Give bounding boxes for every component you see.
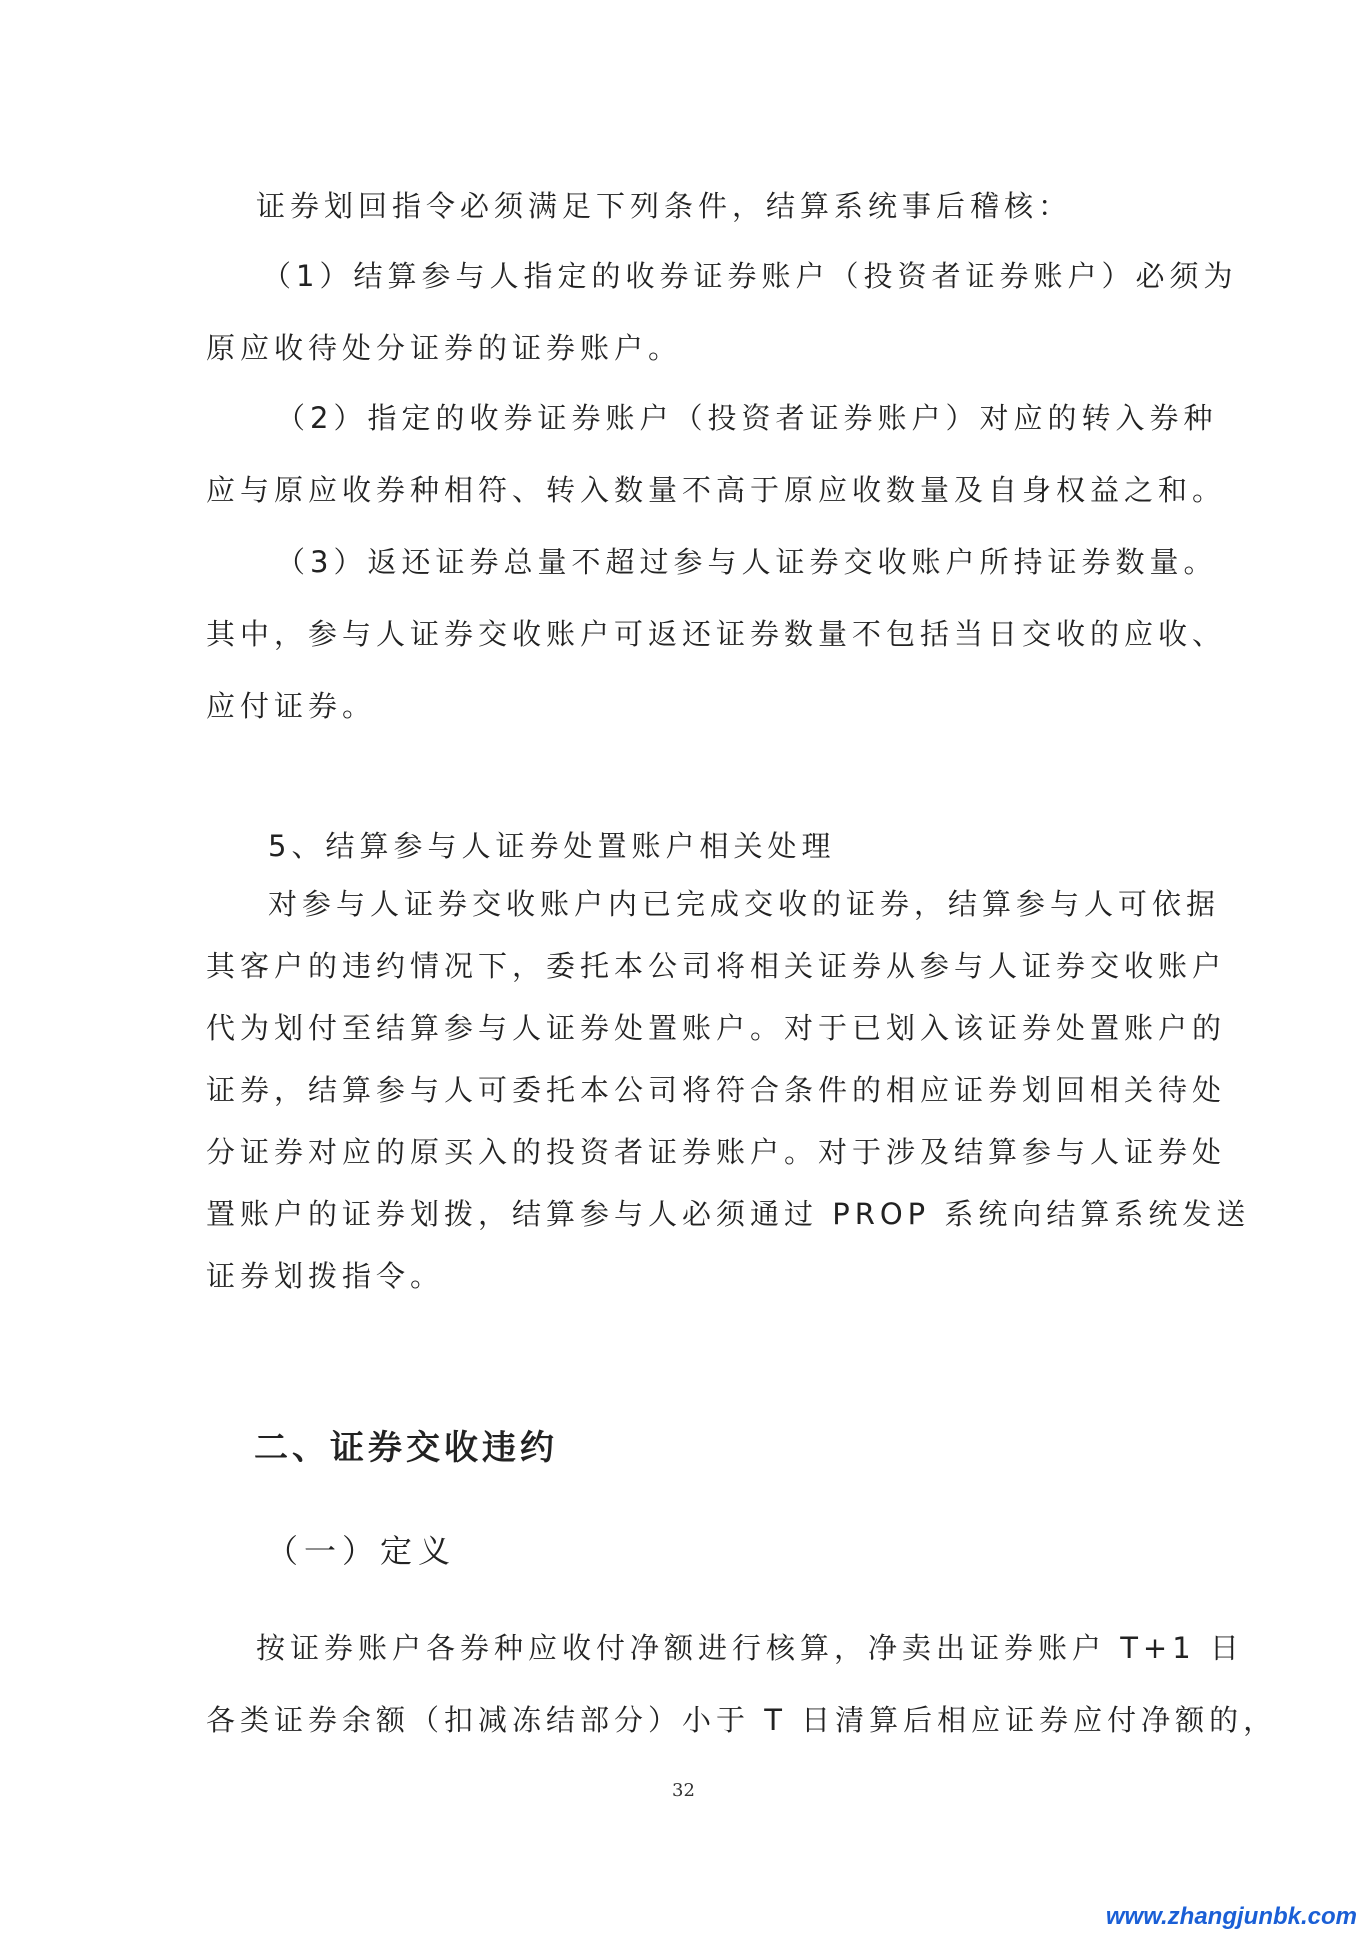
subsection-title: 5、结算参与人证券处置账户相关处理 — [268, 829, 836, 863]
paragraph-line: 应付证券。 — [206, 689, 377, 723]
paragraph-line: 按证券账户各券种应收付净额进行核算，净卖出证券账户 T+1 日 — [256, 1631, 1244, 1665]
paragraph-line: 应与原应收券种相符、转入数量不高于原应收数量及自身权益之和。 — [206, 473, 1227, 507]
paragraph-line: 原应收待处分证券的证券账户。 — [206, 331, 683, 365]
paragraph-line: 证券，结算参与人可委托本公司将符合条件的相应证券划回相关待处 — [206, 1073, 1227, 1107]
paragraph-line: 其中，参与人证券交收账户可返还证券数量不包括当日交收的应收、 — [206, 617, 1227, 651]
paragraph-line: 各类证券余额（扣减冻结部分）小于 T 日清算后相应证券应付净额的， — [206, 1703, 1278, 1737]
paragraph-line: 其客户的违约情况下，委托本公司将相关证券从参与人证券交收账户 — [206, 949, 1227, 983]
paragraph-line: 分证券对应的原买入的投资者证券账户。对于涉及结算参与人证券处 — [206, 1135, 1227, 1169]
subsection-heading: （一）定义 — [266, 1532, 457, 1570]
paragraph-line: 置账户的证券划拨，结算参与人必须通过 PROP 系统向结算系统发送 — [206, 1197, 1251, 1231]
paragraph-line: 证券划回指令必须满足下列条件，结算系统事后稽核： — [256, 189, 1073, 223]
paragraph-line: 对参与人证券交收账户内已完成交收的证券，结算参与人可依据 — [268, 887, 1221, 921]
watermark-text: www.zhangjunbk.com — [1105, 1903, 1357, 1930]
paragraph-line: （1）结算参与人指定的收券证券账户（投资者证券账户）必须为 — [262, 259, 1238, 293]
paragraph-line: （3）返还证券总量不超过参与人证券交收账户所持证券数量。 — [276, 545, 1218, 579]
paragraph-line: 证券划拨指令。 — [206, 1259, 445, 1293]
paragraph-line: 代为划付至结算参与人证券处置账户。对于已划入该证券处置账户的 — [206, 1011, 1227, 1045]
paragraph-line: （2）指定的收券证券账户（投资者证券账户）对应的转入券种 — [276, 401, 1218, 435]
page-number: 32 — [672, 1780, 695, 1801]
section-heading: 二、证券交收违约 — [254, 1428, 558, 1468]
